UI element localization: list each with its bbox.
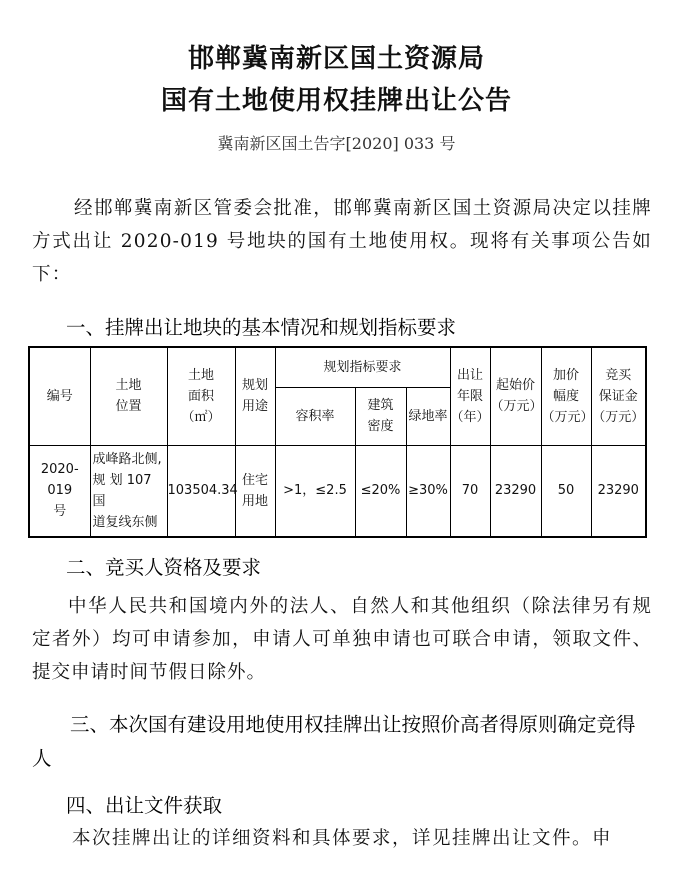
title-line-2: 国有土地使用权挂牌出让公告 — [160, 86, 512, 116]
cell-green: ≥30% — [406, 445, 450, 537]
cell-location: 成峰路北侧, 规 划 107 国 道复线东侧 — [90, 445, 167, 537]
title-line-1: 邯郸冀南新区国土资源局 — [187, 44, 485, 74]
header-use: 规划 用途 — [235, 347, 275, 445]
header-planning-group: 规划指标要求 — [275, 347, 450, 387]
cell-start-price: 23290 — [490, 445, 541, 537]
land-parcel-table — [28, 346, 647, 538]
section-4-heading: 四、出让文件获取 — [66, 794, 223, 817]
cell-density: ≤20% — [355, 445, 406, 537]
section-2-body: 中华人民共和国境内外的法人、自然人和其他组织（除法律另有规定者外）均可申请参加，申请人可单独申请也可联合申请，领取文件、提交申请时间节假日除外。 — [32, 596, 652, 683]
header-number: 编号 — [29, 347, 90, 445]
header-deposit: 竞买 保证金 （万元） — [591, 347, 646, 445]
cell-deposit: 23290 — [591, 445, 646, 537]
header-far: 容积率 — [275, 387, 355, 445]
section-4-body: 本次挂牌出让的详细资料和具体要求，详见挂牌出让文件。申 — [72, 828, 613, 849]
cell-area: 103504.34 — [167, 445, 235, 537]
cell-term: 70 — [450, 445, 490, 537]
header-increment: 加价 幅度 （万元） — [541, 347, 591, 445]
header-density: 建筑 密度 — [355, 387, 406, 445]
cell-increment: 50 — [541, 445, 591, 537]
section-2-heading: 二、竞买人资格及要求 — [66, 556, 262, 579]
document-number: 冀南新区国土告字[2020] 033 号 — [217, 134, 456, 153]
header-location: 土地 位置 — [90, 347, 167, 445]
cell-number: 2020-019 号 — [29, 445, 90, 537]
header-start-price: 起始价 （万元） — [490, 347, 541, 445]
cell-use: 住宅 用地 — [235, 445, 275, 537]
intro-paragraph: 经邯郸冀南新区管委会批准，邯郸冀南新区国土资源局决定以挂牌方式出让 2020-019 号地块的国有土地使用权。现将有关事项公告如下： — [32, 198, 652, 285]
section-3-heading: 三、本次国有建设用地使用权挂牌出让按照价高者得原则确定竞得人 — [32, 713, 636, 770]
section-1-heading: 一、挂牌出让地块的基本情况和规划指标要求 — [66, 316, 457, 339]
header-area: 土地 面积 （㎡） — [167, 347, 235, 445]
header-term: 出让 年限 （年） — [450, 347, 490, 445]
header-green: 绿地率 — [406, 387, 450, 445]
cell-far: >1，≤2.5 — [275, 445, 355, 537]
